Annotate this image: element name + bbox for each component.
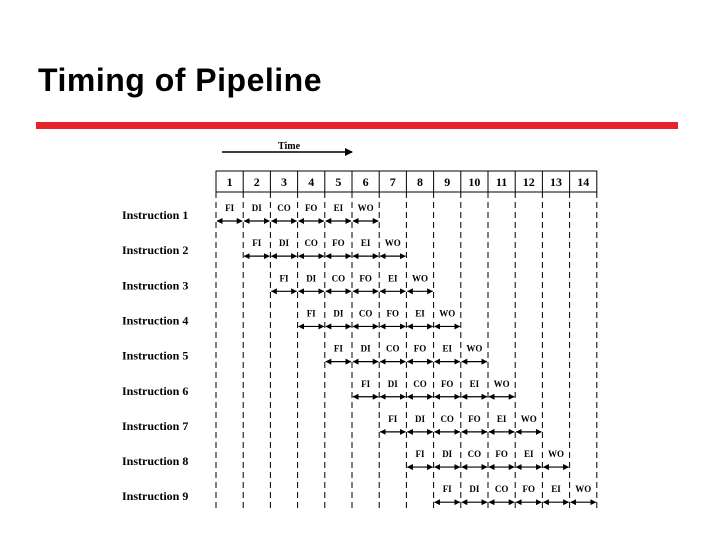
time-slot-number: 8 — [417, 175, 423, 189]
stage-label: FI — [279, 273, 289, 284]
stage-label: EI — [415, 308, 425, 319]
time-label: Time — [277, 141, 301, 152]
stage-label: WO — [411, 273, 429, 284]
time-slot-number: 14 — [577, 175, 590, 189]
stage-label: FO — [522, 484, 536, 495]
stage-label: FO — [332, 238, 345, 249]
stage-label: DI — [442, 449, 453, 460]
time-slot-number: 6 — [362, 175, 369, 189]
time-slot-header — [216, 171, 597, 192]
stage-label: FO — [304, 203, 318, 213]
instruction-label: Instruction 6 — [122, 383, 189, 398]
stage-label: FO — [495, 449, 508, 460]
stage-label: FO — [468, 413, 481, 424]
instruction-label: Instruction 8 — [122, 454, 189, 469]
stage-label: FI — [415, 449, 425, 460]
time-slot-number: 13 — [550, 175, 562, 189]
stage-label: WO — [357, 203, 374, 213]
stage-label: EI — [551, 484, 561, 495]
time-slot-number: 5 — [335, 175, 342, 189]
instruction-row — [122, 484, 596, 503]
stage-label: CO — [494, 484, 509, 495]
stage-label: WO — [384, 238, 401, 249]
stage-label: FO — [386, 308, 400, 319]
stage-label: CO — [277, 203, 291, 213]
instruction-row — [122, 379, 514, 398]
time-slot-number: 2 — [253, 175, 260, 189]
stage-label: CO — [331, 273, 346, 284]
instruction-label: Instruction 4 — [122, 313, 189, 328]
slide-title: Timing of Pipeline — [38, 62, 322, 98]
instruction-label: Instruction 5 — [122, 348, 189, 363]
stage-label: CO — [467, 449, 482, 460]
stage-label: WO — [547, 449, 565, 460]
stage-label: DI — [306, 273, 317, 284]
instruction-label: Instruction 3 — [122, 278, 189, 293]
slot-divider-lines — [216, 192, 597, 512]
instruction-label: Instruction 9 — [122, 489, 189, 504]
stage-label: DI — [387, 378, 398, 389]
time-slot-number: 11 — [495, 175, 508, 189]
stage-label: CO — [440, 413, 454, 424]
stage-label: WO — [520, 413, 537, 424]
instruction-label: Instruction 1 — [122, 208, 189, 222]
time-slot-number: 3 — [281, 175, 287, 189]
stage-label: FI — [442, 484, 452, 495]
time-slot-number: 1 — [226, 175, 233, 189]
stage-label: DI — [333, 308, 344, 319]
stage-label: CO — [304, 238, 318, 249]
stage-label: WO — [466, 343, 483, 354]
instruction-rows — [122, 203, 596, 503]
stage-label: FI — [252, 238, 262, 249]
stage-label: FO — [440, 378, 454, 389]
instruction-row — [122, 414, 541, 433]
stage-label: DI — [360, 343, 371, 354]
instruction-row — [122, 203, 378, 222]
stage-label: CO — [358, 308, 373, 319]
stage-label: EI — [469, 378, 480, 389]
time-slot-number: 12 — [522, 175, 535, 189]
instruction-row — [122, 273, 433, 292]
instruction-row — [122, 344, 487, 363]
stage-label: FI — [306, 308, 316, 319]
stage-label: FI — [388, 413, 398, 424]
time-slot-number: 7 — [389, 175, 396, 189]
instruction-label: Instruction 7 — [122, 418, 189, 433]
stage-label: DI — [278, 238, 290, 249]
instruction-row — [122, 449, 569, 468]
time-slot-number: 9 — [444, 175, 451, 189]
stage-label: EI — [524, 449, 534, 460]
stage-label: EI — [496, 413, 507, 424]
stage-label: WO — [439, 308, 456, 319]
stage-label: FO — [413, 343, 427, 354]
stage-label: FO — [359, 273, 372, 284]
stage-label: EI — [333, 203, 344, 213]
stage-label: DI — [414, 413, 426, 424]
stage-label: FI — [333, 343, 343, 354]
instruction-row — [122, 308, 460, 327]
stage-label: CO — [386, 343, 400, 354]
stage-label: WO — [493, 378, 510, 389]
stage-label: FI — [361, 378, 371, 389]
stage-label: CO — [413, 378, 427, 389]
stage-label: EI — [388, 273, 398, 284]
stage-label: DI — [251, 203, 262, 213]
instruction-label: Instruction 2 — [122, 243, 189, 258]
stage-label: EI — [360, 238, 371, 249]
time-slot-number: 4 — [308, 175, 315, 189]
instruction-row — [122, 238, 405, 257]
stage-label: FI — [225, 203, 235, 213]
stage-label: WO — [575, 484, 592, 495]
stage-label: DI — [469, 484, 480, 495]
stage-label: EI — [442, 343, 452, 354]
time-slot-number: 10 — [468, 175, 481, 189]
